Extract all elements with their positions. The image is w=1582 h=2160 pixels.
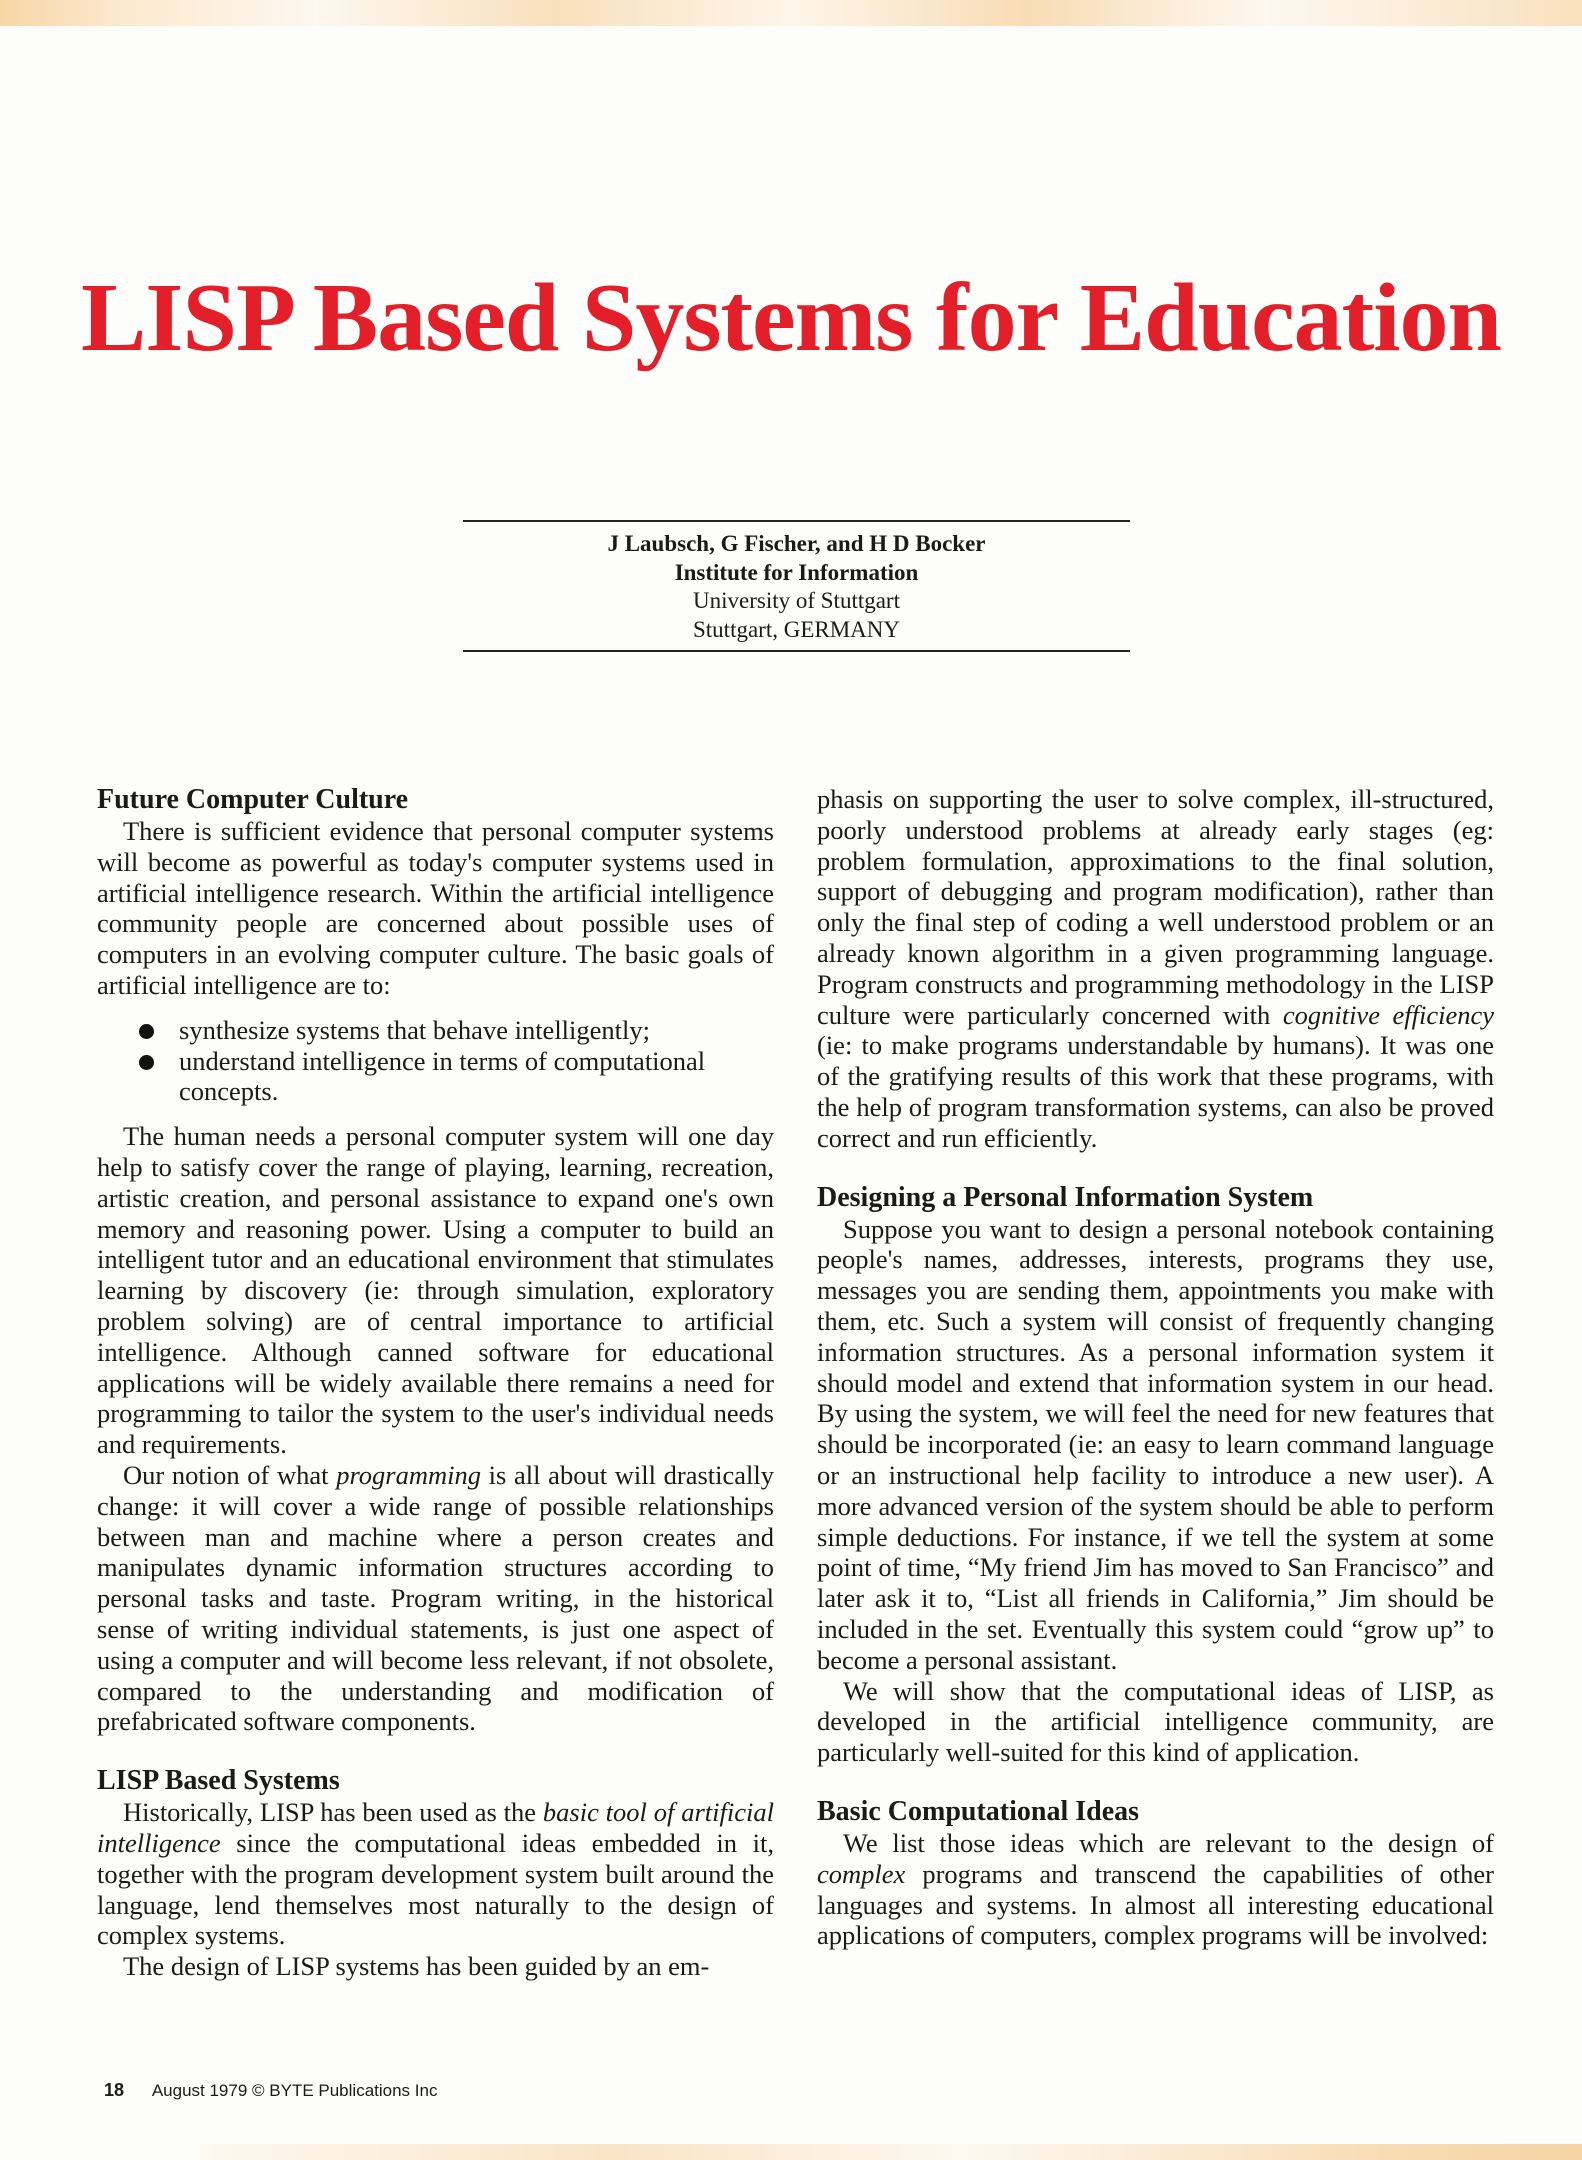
list-item-text: synthesize systems that behave intelligently;: [179, 1014, 651, 1045]
list-item: [179, 1046, 774, 1108]
author-names: J Laubsch, G Fischer, and H D Bocker: [607, 531, 986, 556]
paragraph: [817, 1676, 1494, 1768]
page-footer: [104, 2080, 437, 2101]
text-run: We will show that the computational ideas of LISP, as developed in the artificial intelligence community, are particularly well-suited for this kind of application.: [817, 1675, 1494, 1768]
list-item-text: understand intelligence in terms of computational concepts.: [179, 1045, 706, 1107]
author-university: University of Stuttgart: [693, 588, 900, 613]
heading-lisp-based-systems: LISP Based Systems: [97, 1765, 340, 1797]
heading-designing-personal-information-system: Designing a Personal Information System: [817, 1181, 1314, 1213]
italic-text: cognitive efficiency: [1282, 999, 1494, 1030]
heading-future-computer-culture: Future Computer Culture: [97, 784, 409, 815]
paragraph: [817, 1828, 1494, 1951]
left-column: [97, 784, 774, 1982]
author-institute: Institute for Information: [674, 559, 919, 585]
bullet-icon: [139, 1024, 154, 1039]
goals-list: [97, 1015, 774, 1107]
italic-text: complex: [817, 1858, 906, 1889]
text-run: is all about will drastically change: it will cover a wide range of possible relationships between man and machine where a person creates and manipulates dynamic information structures according to personal tasks and taste. Program writing, in the historical sense of writing individual statements, is just one aspect of using a computer and will become less relevant, if not obsolete, compared to the understanding and modification of prefabricated software components.: [97, 1459, 774, 1737]
heading-basic-computational-ideas: Basic Computational Ideas: [817, 1795, 1140, 1827]
text-run: We list those ideas which are relevant to the design of: [843, 1827, 1494, 1858]
text-run: (ie: to make programs understandable by humans). It was one of the gratifying results of this work that these programs, with the help of program transformation systems, can also be proved correct and run efficiently.: [817, 1030, 1494, 1153]
text-run: The human needs a personal computer system will one day help to satisfy cover the range of playing, learning, recreation, artistic creation, and personal assistance to expand one's own memory and reasoning power. Using a computer to build an intelligent tutor and an educational environment that stimulates learning by discovery (ie: through simulation, exploratory problem solving) are of central importance to artificial intelligence. Although canned software for educational applications will be widely available there remains a need for programming to tailor the system to the user's individual needs and requirements.: [97, 1121, 774, 1460]
scan-smudge-top: [0, 0, 1582, 26]
text-run: since the computational ideas embedded in it, together with the program development system built around the language, lend themselves most naturally to the design of complex systems.: [97, 1827, 774, 1951]
bullet-icon: [139, 1055, 154, 1070]
italic-text: basic tool of artificial intelligence: [97, 1797, 774, 1858]
text-run: Historically, LISP has been used as the: [123, 1797, 543, 1828]
scan-smudge-bottom: [200, 2144, 1582, 2160]
text-run: The design of LISP systems has been guided by an em-: [123, 1951, 710, 1982]
paragraph: [97, 816, 774, 1001]
paragraph: [97, 1121, 774, 1460]
italic-text: programming: [336, 1459, 481, 1490]
paragraph: [97, 1951, 774, 1982]
page-number: 18: [104, 2080, 125, 2100]
text-run: There is sufficient evidence that personal computer systems will become as powerful as today's computer systems used in artificial intelligence research. Within the artificial intelligence community people are concerned about possible uses of computers in an evolving computer culture. The basic goals of artificial intelligence are to:: [97, 816, 774, 1000]
text-run: Our notion of what: [123, 1459, 337, 1490]
article-title: LISP Based Systems for Education: [80, 264, 1502, 372]
text-run: phasis on supporting the user to solve complex, ill-structured, poorly understood problems at already early stages (eg: problem formulation, approximations to the final solution, support of debugging and program modification), rather than only the final step of coding a well understood problem or an already known algorithm in a given programming language. Program constructs and programming methodology in the LISP culture were particularly concerned with: [817, 784, 1494, 1030]
paragraph: [817, 1214, 1494, 1676]
text-run: Suppose you want to design a personal notebook containing people's names, addresses, interests, programs they use, messages you are sending them, appointments you make with them, etc. Such a system will consist of frequently changing information structures. As a personal information system it should model and extend that information system in our head. By using the system, we will feel the need for new features that should be incorporated (ie: an easy to learn command language or an instructional help facility to introduce a new user). A more advanced version of the system should be able to perform simple deductions. For instance, if we tell the system at some point of time, “My friend Jim has moved to San Francisco” and later ask it to, “List all friends in California,” Jim should be included in the set. Eventually this system could “grow up” to become a personal assistant.: [817, 1213, 1494, 1675]
list-item: [179, 1015, 774, 1046]
paragraph: [817, 784, 1494, 1154]
text-run: programs and transcend the capabilities of other languages and systems. In almost all interesting educational applications of computers, complex programs will be involved:: [817, 1858, 1494, 1951]
author-block: [463, 520, 1130, 652]
right-column: [817, 784, 1494, 1951]
paragraph: [97, 1460, 774, 1737]
footer-credit: August 1979 © BYTE Publications Inc: [151, 2081, 438, 2100]
author-location: Stuttgart, GERMANY: [693, 616, 900, 642]
paragraph: [97, 1797, 774, 1951]
